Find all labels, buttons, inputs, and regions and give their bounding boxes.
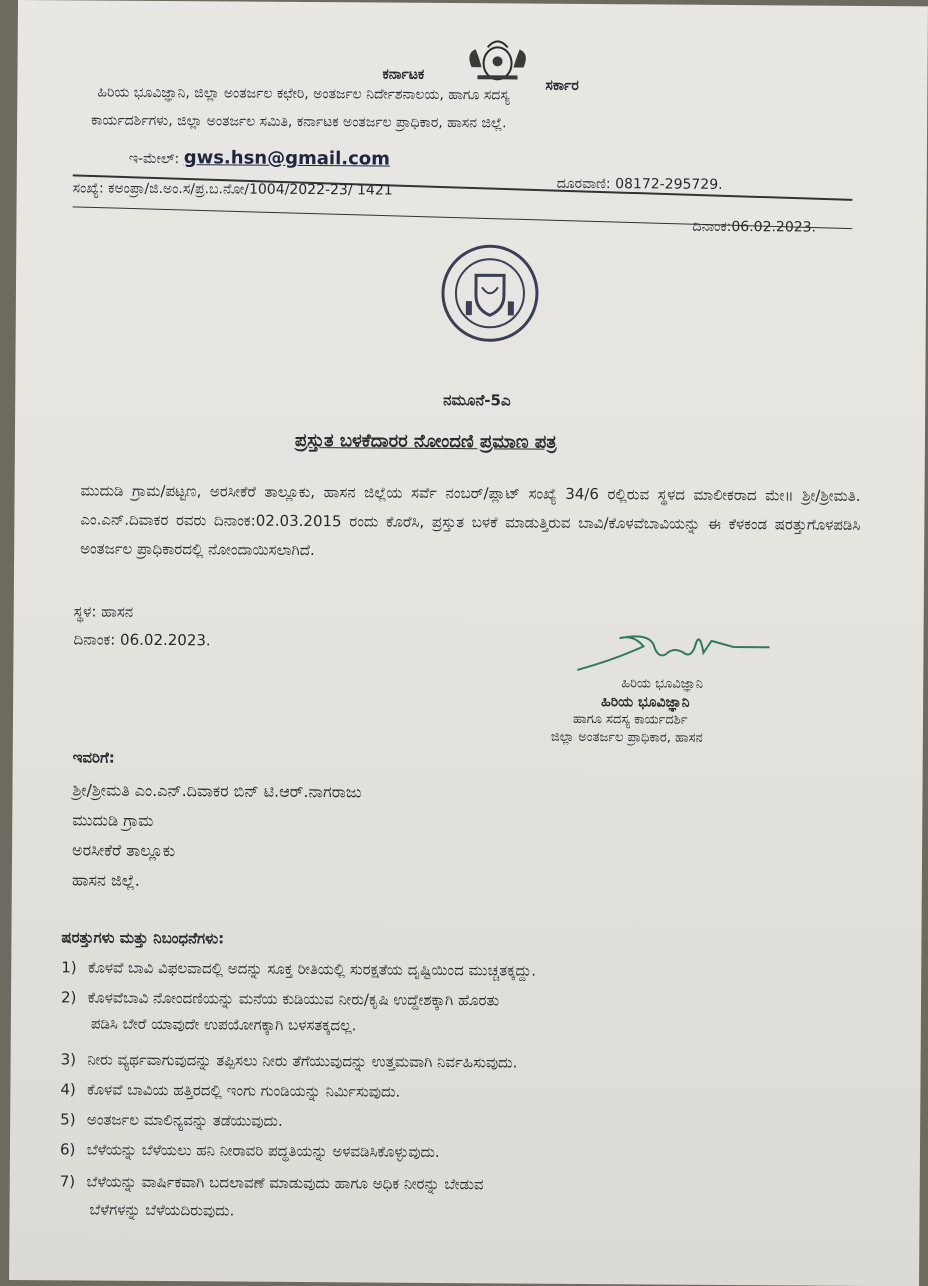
email-address[interactable]: gws.hsn@gmail.com [183, 147, 390, 170]
condition-item [60, 1080, 400, 1100]
condition-text: ಬೆಳೆಯನ್ನು ಬೆಳೆಯಲು ಹನಿ ನೀರಾವರಿ ಪದ್ಧತಿಯನ್ನು ಅಳವಡಿಸಿಕೊಳ್ಳುವುದು. [86, 1140, 440, 1161]
document-page [9, 0, 928, 1286]
condition-item [60, 1110, 283, 1130]
condition-text: ಬೆಳೆಯನ್ನು ವಾರ್ಷಿಕವಾಗಿ ಬದಲಾವಣೆ ಮಾಡುವುದು ಹಾಗೂ ಅಧಿಕ ನೀರನ್ನು ಬೇಡುವ [86, 1172, 484, 1194]
condition-text: ನೀರು ವ್ಯರ್ಥವಾಗುವುದನ್ನು ತಪ್ಪಿಸಲು ನೀರು ತೆಗೆಯುವುದನ್ನು ಉತ್ತಮವಾಗಿ ನಿರ್ವಹಿಸುವುದು. [87, 1050, 518, 1072]
signatory-title-4: ಜಿಲ್ಲಾ ಅಂತರ್ಜಲ ಪ್ರಾಧಿಕಾರ, ಹಾಸನ [550, 729, 703, 746]
conditions-heading: ಷರತ್ತುಗಳು ಮತ್ತು ನಿಬಂಧನೆಗಳು: [61, 928, 225, 948]
recipient-label: ಇವರಿಗೆ: [72, 748, 115, 767]
condition-text: ಅಂತರ್ಜಲ ಮಾಲಿನ್ಯವನ್ನು ತಡೆಯುವುದು. [86, 1110, 283, 1130]
date-line: ದಿನಾಂಕ: 06.02.2023. [73, 630, 211, 650]
recipient-district: ಹಾಸನ ಜಿಲ್ಲೆ. [71, 870, 140, 890]
condition-item [61, 958, 536, 979]
certificate-body: ಮುದುಡಿ ಗ್ರಾಮ/ಪಟ್ಟಣ, ಅರಸೀಕೆರೆ ತಾಲ್ಲೂಕು, ಹಾಸನ ಜಿಲ್ಲೆಯ ಸರ್ವೆ ನಂಬರ್/ಪ್ಲಾಟ್ ಸಂಖ್ಯೆ 34/6 ರಲ್ಲಿರುವ ಸ್ಥಳದ ಮಾಲೀಕರಾದ ಮೇ॥ ಶ್ರೀ/ಶ್ರೀಮತಿ. ಎಂ.ಎನ್.ದಿವಾಕರ ರವರು ದಿನಾಂಕ:02.03.2015 ರಂದು ಕೊರೆಸಿ, ಪ್ರಸ್ತುತ ಬಳಕೆ ಮಾಡುತ್ತಿರುವ ಬಾವಿ/ಕೊಳವೆಬಾವಿಯನ್ನು ಈ ಕೆಳಕಂಡ ಷರತ್ತುಗೊಳಪಡಿಸಿ ಅಂತರ್ಜಲ ಪ್ರಾಧಿಕಾರದಲ್ಲಿ ನೋಂದಾಯಿಸಲಾಗಿದೆ. [80, 481, 861, 560]
phone-number: ದೂರವಾಣಿ: 08172-295729. [556, 175, 723, 193]
condition-item [61, 1050, 518, 1071]
condition-text: ಕೊಳವೆಬಾವಿ ನೋಂದಣಿಯನ್ನು ಮನೆಯ ಕುಡಿಯುವ ನೀರು/ಕೃಷಿ ಉದ್ದೇಶಕ್ಕಾಗಿ ಹೊರತು [87, 988, 500, 1010]
authority-seal-icon [440, 243, 541, 344]
condition-number: 2) [60, 988, 77, 1007]
condition-item [61, 988, 499, 1009]
signatory-title-2: ಹಿರಿಯ ಭೂವಿಜ್ಞಾನಿ [601, 694, 690, 711]
email-label: ಇ-ಮೇಲ್: [128, 150, 180, 168]
condition-item [60, 1172, 484, 1193]
government-label-left: ಕರ್ನಾಟಕ [382, 66, 425, 83]
condition-item [60, 1140, 440, 1161]
email-row [129, 147, 390, 170]
condition-number: 4) [60, 1080, 76, 1099]
signatory-title-1: ಹಿರಿಯ ಭೂವಿಜ್ಞಾನಿ [621, 676, 704, 692]
condition-number: 3) [60, 1050, 77, 1069]
recipient-village: ಮುದುಡಿ ಗ್ರಾಮ [72, 810, 154, 830]
recipient-name: ಶ್ರೀ/ಶ್ರೀಮತಿ ಎಂ.ಎನ್.ದಿವಾಕರ ಬಿನ್ ಟಿ.ಆರ್.ನಾಗರಾಜು [72, 780, 362, 802]
condition-text: ಕೊಳವೆ ಬಾವಿಯ ಹತ್ತಿರದಲ್ಲಿ ಇಂಗು ಗುಂಡಿಯನ್ನು ನಿರ್ಮಿಸುವುದು. [87, 1080, 401, 1101]
condition-continuation: ಪಡಿಸಿ ಬೇರೆ ಯಾವುದೇ ಉಪಯೋಗಕ್ಕಾಗಿ ಬಳಸತಕ್ಕದಲ್ಲ. [90, 1014, 357, 1035]
condition-continuation: ಬೆಳೆಗಳನ್ನು ಬೆಳೆಯದಿರುವುದು. [89, 1200, 235, 1220]
place-line: ಸ್ಥಳ: ಹಾಸನ [73, 602, 134, 621]
office-line-2: ಕಾರ್ಯದರ್ಶಿಗಳು, ಜಿಲ್ಲಾ ಅಂತರ್ಜಲ ಸಮಿತಿ, ಕರ್ನಾಟಕ ಅಂತರ್ಜಲ ಪ್ರಾಧಿಕಾರ, ಹಾಸನ ಜಿಲ್ಲೆ. [91, 112, 507, 132]
condition-number: 6) [59, 1140, 76, 1159]
signatory-title-3: ಹಾಗೂ ಸದಸ್ಯ ಕಾರ್ಯದರ್ಶಿ [572, 711, 688, 728]
condition-number: 7) [59, 1172, 76, 1191]
reference-date: ದಿನಾಂಕ:06.02.2023. [692, 218, 817, 236]
form-number: ನಮೂನೆ-5ಎ [443, 390, 511, 410]
reference-number: ಸಂಖ್ಯೆ: ಕಅಂಪ್ರಾ/ಜಿ.ಅಂ.ಸ/ಪ್ರ.ಬ.ನೋ/1004/2022-23/ 1421 [72, 180, 393, 199]
government-label-right: ಸರ್ಕಾರ [545, 77, 579, 94]
karnataka-emblem-icon [457, 33, 537, 82]
certificate-title: ಪ್ರಸ್ತುತ ಬಳಕೆದಾರರ ನೋಂದಣಿ ಪ್ರಮಾಣ ಪತ್ರ [294, 429, 557, 453]
office-line-1: ಹಿರಿಯ ಭೂವಿಜ್ಞಾನಿ, ಜಿಲ್ಲಾ ಅಂತರ್ಜಲ ಕಛೇರಿ, ಅಂತರ್ಜಲ ನಿರ್ದೇಶನಾಲಯ, ಹಾಗೂ ಸದಸ್ಯ [97, 84, 510, 104]
condition-number: 1) [61, 958, 77, 977]
recipient-taluk: ಅರಸೀಕೆರೆ ತಾಲ್ಲೂಕು [72, 840, 176, 861]
condition-text: ಕೊಳವೆ ಬಾವಿ ವಿಫಲವಾದಲ್ಲಿ ಅದನ್ನು ಸೂಕ್ತ ರೀತಿಯಲ್ಲಿ ಸುರಕ್ಷತೆಯ ದೃಷ್ಟಿಯಿಂದ ಮುಚ್ಚತಕ್ಕದ್ದು. [87, 958, 537, 980]
condition-number: 5) [60, 1110, 76, 1129]
